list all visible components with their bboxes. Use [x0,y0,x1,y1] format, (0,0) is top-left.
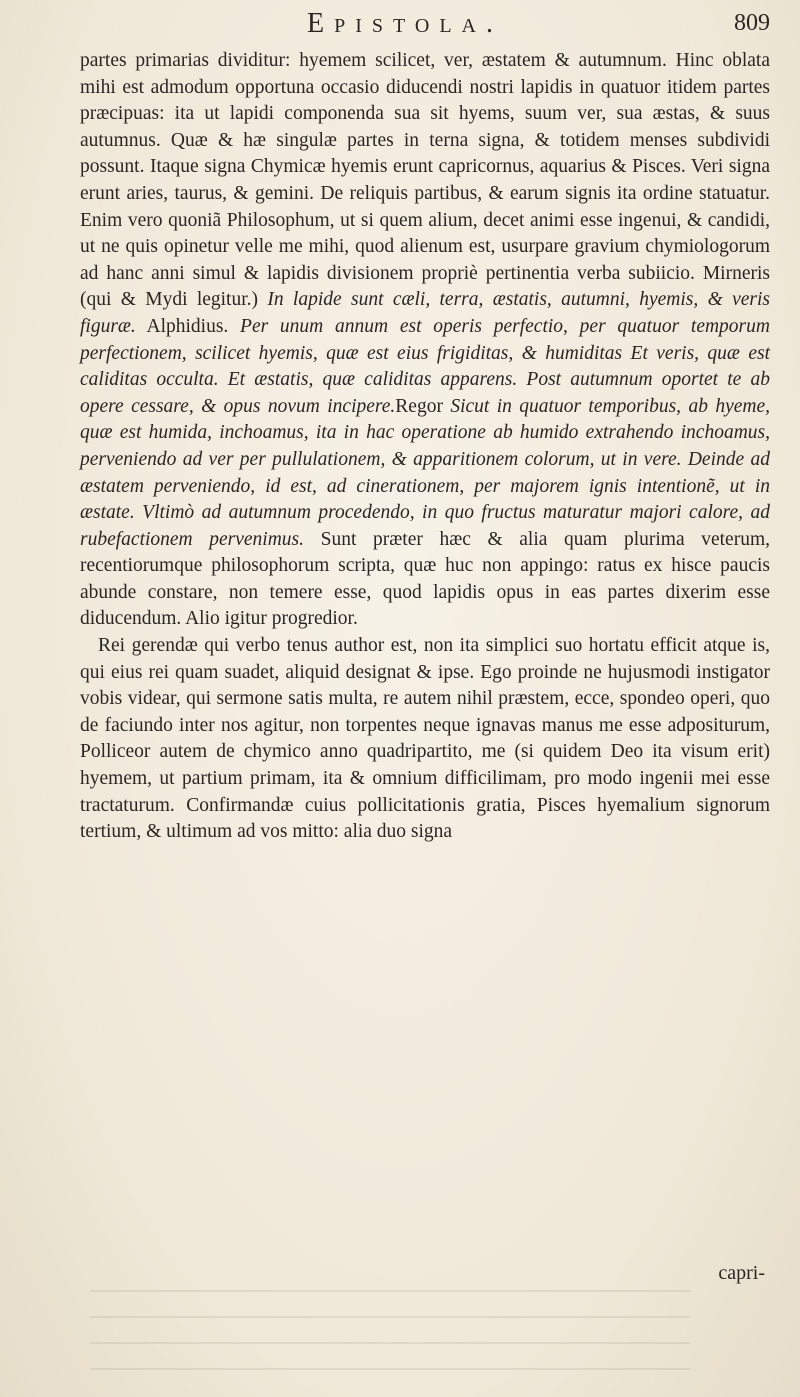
italic-quotation: Per unum annum est operis perfectio, per quatuor temporum perfectionem, scilicet hyemis, quæ est eius frigiditas, & humiditas Et veris, quæ est caliditas occulta. Et æstatis, quæ caliditas apparens. Post autumnum oportet te ab opere cessare, & opus novum incipere. [80,315,770,417]
text-run: Sunt præter hæc & alia quam plurima veterum, recentiorumque philosophorum scripta, quæ huc non appingo: ratus ex hisce paucis abunde constare, non temere esse, quod lapidis opus in eas partes dixerim esse diducendum. Alio igitur progredior. [80,528,770,630]
running-head: Epistola. [307,8,503,39]
text-run: Regor [395,395,451,417]
paragraph-2 [80,633,770,846]
italic-quotation: Sicut in quatuor temporibus, ab hyeme, quæ est humida, inchoamus, ita in hac operatione ab humido extrahendo inchoamus, perveniendo ad ver per pullulationem, & apparitionem colorum, ut in vere. Deinde ad æstatem perveniendo, id est, ad cinerationem, per majorem ignis intentionẽ, ut in æstate. Vltimò ad autumnum procedendo, in quo fructus maturatur majori calore, ad rubefactionem pervenimus. [80,395,771,550]
bleed-through-shadow [90,1290,690,1380]
text-run: Alphidius. [135,315,241,337]
body-text [80,48,770,846]
paragraph-1 [80,48,770,633]
italic-quotation: In lapide sunt cæli, terra, æstatis, autumni, hyemis, & veris figuræ. [80,289,770,337]
page-header [40,8,770,44]
text-run: Rei gerendæ qui verbo tenus author est, non ita simplici suo hortatu efficit atque is, qui eius rei quam suadet, aliquid designat & ipse. Ego proinde ne hujusmodi instigator vobis videar, qui sermone satis multa, re autem nihil præstem, ecce, spondeo operi, quo de faciundo inter nos agitur, non torpentes neque ignavas manus me esse adpositurum, Polliceor autem de chymico anno quadripartito, me (si quidem Deo ita visum erit) hyemem, ut partium primam, ita & omnium difficilimam, pro modo ingenii mei esse tractaturum. Confirmandæ cuius pollicitationis gratia, Pisces hyemalium signorum tertium, & ultimum ad vos mitto: alia duo signa [80,635,770,843]
page-number: 809 [734,10,770,36]
text-run: partes primarias dividitur: hyemem scilicet, ver, æstatem & autumnum. Hinc oblata mihi est admodum opportuna occasio diducendi nostri lapidis in quatuor itidem partes præcipuas: ita ut lapidi componenda sua sit hyems, suum ver, sua æstas, & suus autumnus. Quæ & hæ singulæ partes in terna signa, & totidem menses subdividi possunt. Itaque signa Chymicæ hyemis erunt capricornus, aquarius & Pisces. Veri signa erunt aries, taurus, & gemini. De reliquis partibus, & earum signis ita ordine statuatur. Enim vero quoniã Philosophum, ut si quem alium, decet animi esse ingenui, & candidi, ut ne quis opinetur velle me mihi, quod alienum est, usurpare gravium chymiologorum ad hanc anni simul & lapidis divisionem propriè pertinentia verba subiicio. Mirneris (qui & Mydi legitur.) [80,50,770,311]
catchword: capri- [718,1262,765,1284]
